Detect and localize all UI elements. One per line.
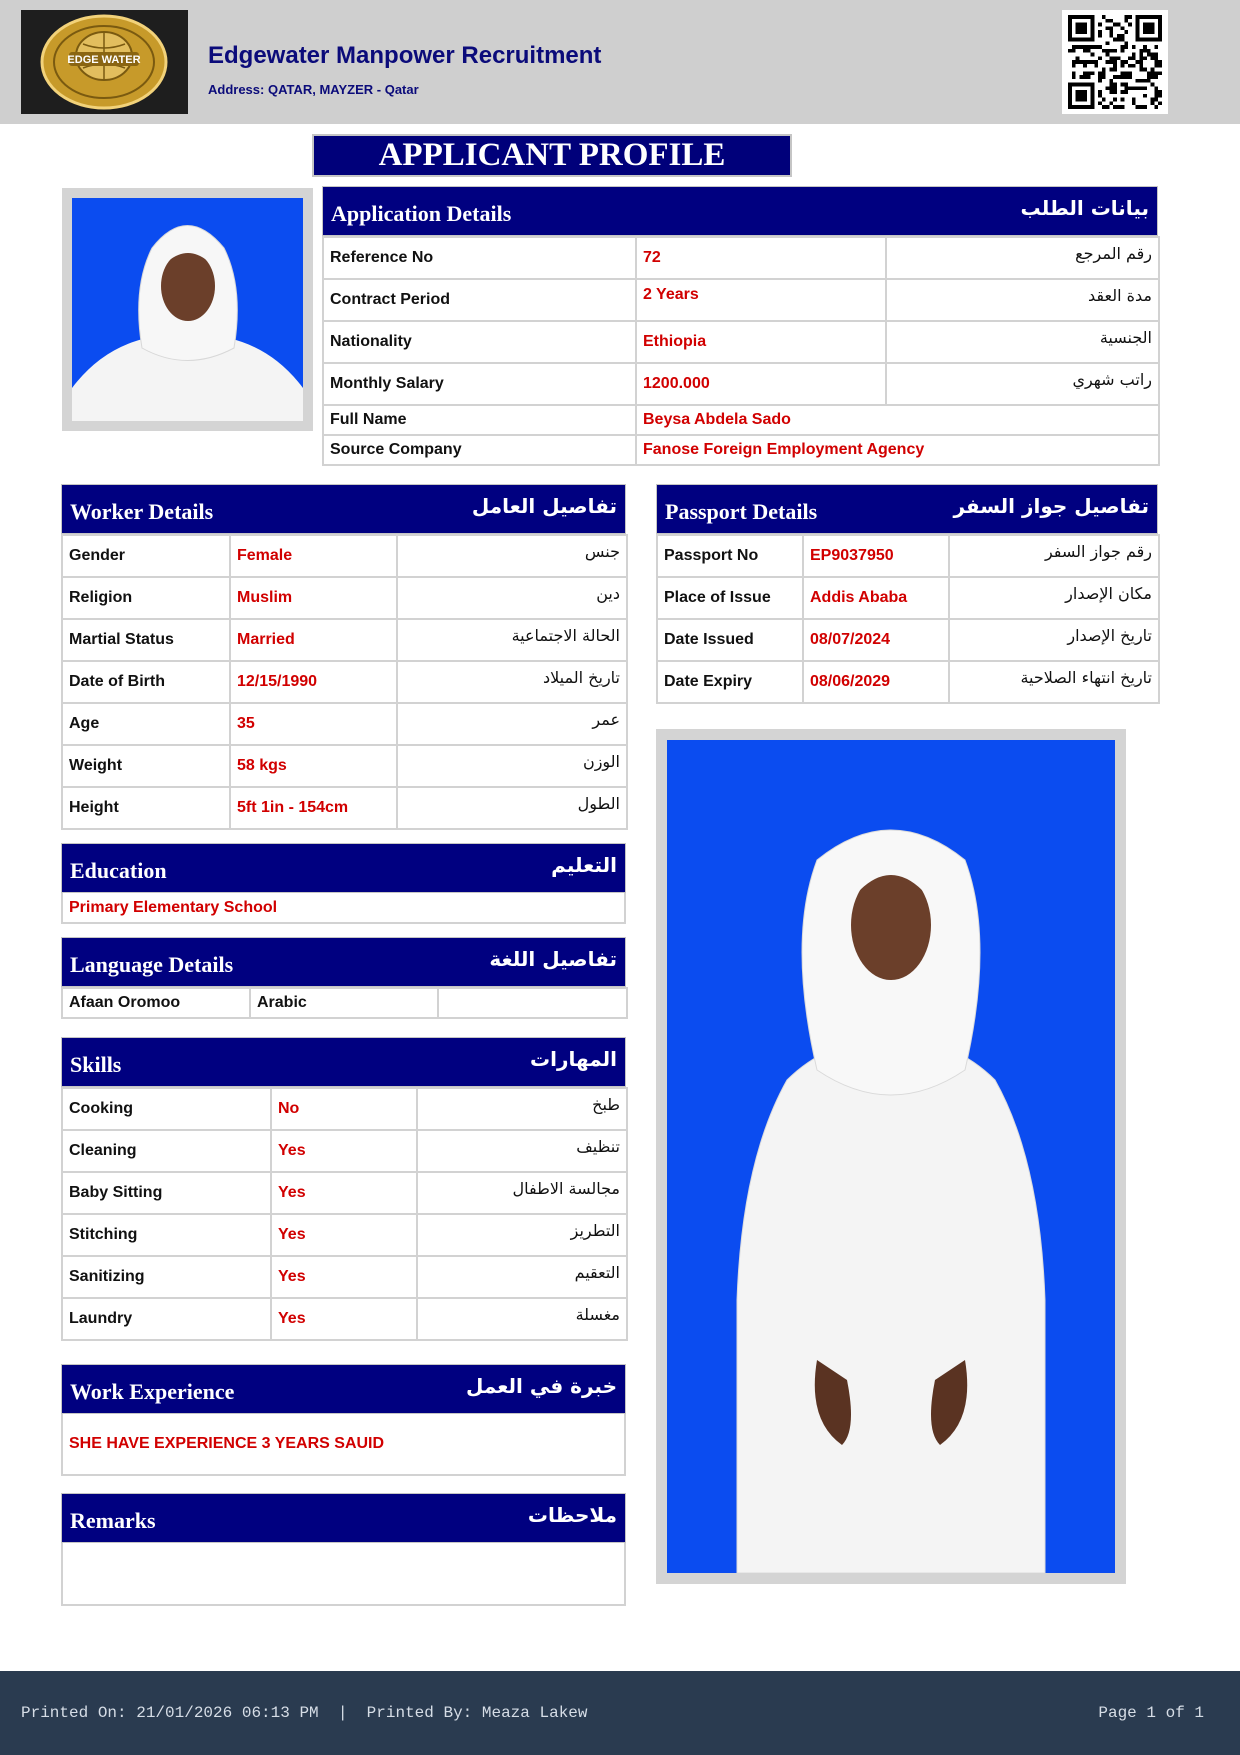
table-row: [62, 703, 627, 745]
full-name-label: Full Name: [323, 405, 636, 435]
field-label-ar: الطول: [397, 787, 627, 829]
section-title: Passport Details: [665, 499, 818, 524]
field-label-ar: طبخ: [417, 1088, 627, 1130]
passport-details-header: [656, 484, 1158, 534]
table-row: [62, 1298, 627, 1340]
remarks-header: [61, 1493, 626, 1543]
field-value: Muslim: [230, 577, 397, 619]
worker-table: [61, 534, 628, 830]
printed-info: Printed On: 21/01/2026 06:13 PM | Printed By: Meaza Lakew: [21, 1704, 588, 1722]
section-title: Work Experience: [70, 1379, 235, 1404]
page-header: [0, 0, 1240, 124]
page-title: APPLICANT PROFILE: [312, 134, 792, 177]
table-row: [62, 661, 627, 703]
field-label-ar: راتب شهري: [886, 363, 1159, 405]
language-item: Arabic: [250, 988, 438, 1018]
section-title: Remarks: [70, 1508, 156, 1533]
field-label-ar: مغسلة: [417, 1298, 627, 1340]
person-portrait-icon: [72, 198, 303, 421]
table-row: [657, 619, 1159, 661]
field-label: Weight: [62, 745, 230, 787]
globe-emblem-icon: [21, 10, 188, 114]
field-label-ar: تاريخ الإصدار: [949, 619, 1159, 661]
section-title-ar: تفاصيل اللغة: [489, 947, 617, 971]
field-label: Monthly Salary: [323, 363, 636, 405]
worker-details-section: [61, 484, 626, 830]
field-label-ar: مكان الإصدار: [949, 577, 1159, 619]
language-item: Afaan Oromoo: [62, 988, 250, 1018]
field-label-ar: التعقيم: [417, 1256, 627, 1298]
work-experience-section: [61, 1364, 626, 1476]
table-row: [62, 1172, 627, 1214]
field-label: Date Expiry: [657, 661, 803, 703]
language-header: [61, 937, 626, 987]
work-experience-text: SHE HAVE EXPERIENCE 3 YEARS SAUID: [61, 1414, 626, 1476]
table-row: [62, 745, 627, 787]
education-header: [61, 843, 626, 893]
section-title-ar: ملاحظات: [527, 1503, 617, 1527]
field-value: 08/07/2024: [803, 619, 949, 661]
language-section: [61, 937, 626, 1019]
application-details-header: [322, 186, 1158, 236]
section-title-ar: تفاصيل جواز السفر: [953, 494, 1149, 518]
table-row: [657, 661, 1159, 703]
field-label-ar: مدة العقد: [886, 279, 1159, 321]
language-table: [61, 987, 628, 1019]
field-value: Yes: [271, 1256, 417, 1298]
field-label: Cleaning: [62, 1130, 271, 1172]
field-value: Yes: [271, 1298, 417, 1340]
source-company-value: Fanose Foreign Employment Agency: [636, 435, 1159, 465]
field-label-ar: تاريخ انتهاء الصلاحية: [949, 661, 1159, 703]
field-value: Married: [230, 619, 397, 661]
field-label-ar: عمر: [397, 703, 627, 745]
section-title: Language Details: [70, 952, 234, 977]
application-details-section: [322, 186, 1158, 466]
applicant-photo-small: [62, 188, 313, 431]
table-row: [62, 577, 627, 619]
company-logo: [21, 10, 188, 114]
field-label-ar: تنظيف: [417, 1130, 627, 1172]
table-row: [657, 535, 1159, 577]
field-label: Nationality: [323, 321, 636, 363]
worker-details-header: [61, 484, 626, 534]
field-label: Stitching: [62, 1214, 271, 1256]
field-value: EP9037950: [803, 535, 949, 577]
field-label: Laundry: [62, 1298, 271, 1340]
section-title-ar: المهارات: [530, 1047, 617, 1071]
remarks-text: [61, 1543, 626, 1606]
field-label: Cooking: [62, 1088, 271, 1130]
field-label: Martial Status: [62, 619, 230, 661]
education-section: [61, 843, 626, 924]
skills-table: [61, 1087, 628, 1341]
field-label: Date of Birth: [62, 661, 230, 703]
table-row: [62, 1130, 627, 1172]
applicant-photo-large: [656, 729, 1126, 1584]
full-name-value: Beysa Abdela Sado: [636, 405, 1159, 435]
table-row: [323, 279, 1159, 321]
qr-code-icon: [1062, 10, 1168, 114]
section-title-ar: تفاصيل العامل: [471, 494, 617, 518]
section-title: Skills: [70, 1052, 122, 1077]
field-value: 35: [230, 703, 397, 745]
table-row: [657, 577, 1159, 619]
field-label-ar: الوزن: [397, 745, 627, 787]
table-row: [62, 535, 627, 577]
source-company-label: Source Company: [323, 435, 636, 465]
field-label-ar: جنس: [397, 535, 627, 577]
skills-header: [61, 1037, 626, 1087]
field-label-ar: التطريز: [417, 1214, 627, 1256]
field-value: Ethiopia: [636, 321, 886, 363]
language-item: [438, 988, 627, 1018]
table-row: [62, 1214, 627, 1256]
section-title: Worker Details: [70, 499, 214, 524]
company-name: Edgewater Manpower Recruitment: [208, 42, 602, 69]
field-label: Contract Period: [323, 279, 636, 321]
field-label: Age: [62, 703, 230, 745]
application-table: [322, 236, 1160, 466]
section-title-ar: بيانات الطلب: [1020, 196, 1149, 220]
passport-table: [656, 534, 1160, 704]
field-label-ar: الجنسية: [886, 321, 1159, 363]
table-row: [323, 237, 1159, 279]
work-experience-header: [61, 1364, 626, 1414]
field-value: 2 Years: [636, 279, 886, 321]
table-row: [62, 619, 627, 661]
table-row: [62, 988, 627, 1018]
table-row: [323, 363, 1159, 405]
field-label: Reference No: [323, 237, 636, 279]
field-value: Yes: [271, 1130, 417, 1172]
field-value: 5ft 1in - 154cm: [230, 787, 397, 829]
table-row: [62, 1088, 627, 1130]
print-footer: [0, 1671, 1240, 1755]
table-row: [323, 435, 1159, 465]
field-value: Yes: [271, 1214, 417, 1256]
svg-text:EDGE WATER: EDGE WATER: [67, 54, 141, 66]
field-label-ar: الحالة الاجتماعية: [397, 619, 627, 661]
field-label: Place of Issue: [657, 577, 803, 619]
field-label: Religion: [62, 577, 230, 619]
field-label-ar: رقم جواز السفر: [949, 535, 1159, 577]
field-label: Height: [62, 787, 230, 829]
section-title: Application Details: [331, 201, 512, 226]
field-label: Gender: [62, 535, 230, 577]
field-value: 58 kgs: [230, 745, 397, 787]
field-label: Date Issued: [657, 619, 803, 661]
company-address: Address: QATAR, MAYZER - Qatar: [208, 82, 419, 97]
field-value: Yes: [271, 1172, 417, 1214]
page-number: Page 1 of 1: [1098, 1704, 1204, 1722]
field-value: Addis Ababa: [803, 577, 949, 619]
field-value: 72: [636, 237, 886, 279]
table-row: [323, 321, 1159, 363]
field-value: No: [271, 1088, 417, 1130]
table-row: [62, 787, 627, 829]
passport-details-section: [656, 484, 1158, 704]
table-row: [323, 405, 1159, 435]
skills-section: [61, 1037, 626, 1341]
field-label: Passport No: [657, 535, 803, 577]
person-full-body-icon: [667, 740, 1115, 1573]
section-title-ar: خبرة في العمل: [466, 1374, 617, 1398]
field-label-ar: رقم المرجع: [886, 237, 1159, 279]
section-title: Education: [70, 858, 167, 883]
field-label-ar: تاريخ الميلاد: [397, 661, 627, 703]
field-label-ar: مجالسة الاطفال: [417, 1172, 627, 1214]
field-label-ar: دين: [397, 577, 627, 619]
education-value: Primary Elementary School: [61, 893, 626, 924]
table-row: [62, 1256, 627, 1298]
field-value: 08/06/2029: [803, 661, 949, 703]
field-value: 1200.000: [636, 363, 886, 405]
remarks-section: [61, 1493, 626, 1606]
field-label: Baby Sitting: [62, 1172, 271, 1214]
section-title-ar: التعليم: [551, 853, 617, 877]
field-value: Female: [230, 535, 397, 577]
field-value: 12/15/1990: [230, 661, 397, 703]
field-label: Sanitizing: [62, 1256, 271, 1298]
